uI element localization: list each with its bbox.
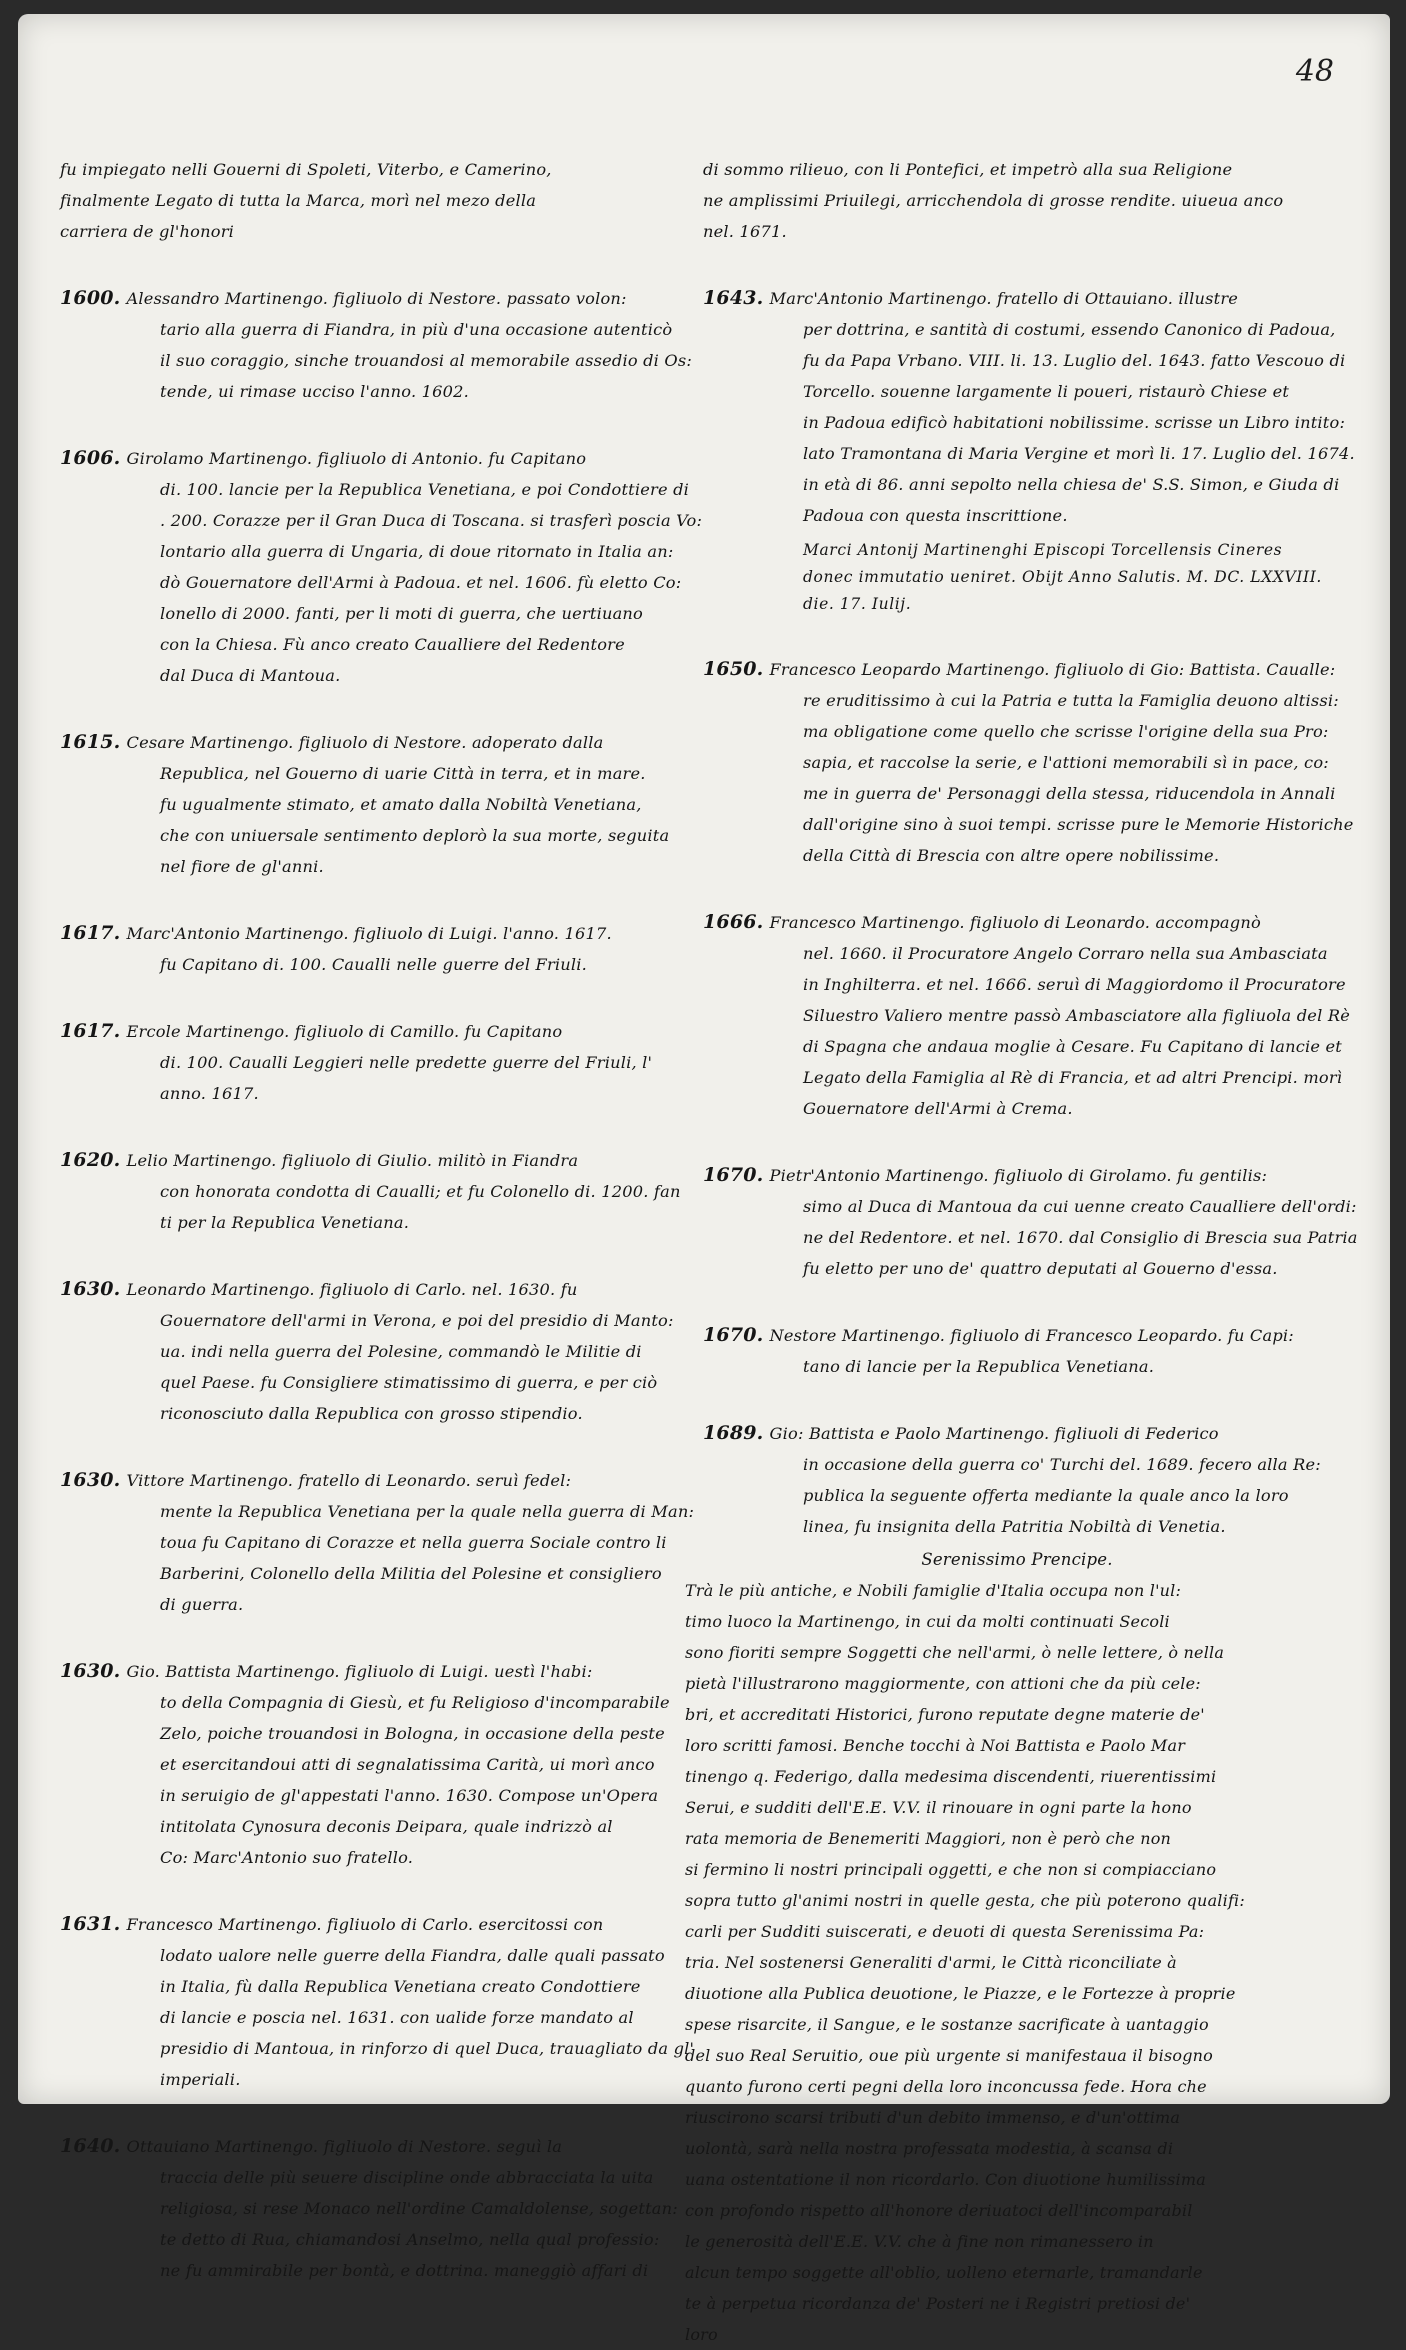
- text-line: [60, 1274, 700, 1305]
- entry-text: Gio: Battista e Paolo Martinengo. figliuoli di Federico: [769, 1424, 1219, 1443]
- text-line: fu eletto per uno de' quattro deputati al Gouerno d'essa.: [803, 1259, 1278, 1278]
- entry-text: Ottauiano Martinengo. figliuolo di Nestore. seguì la: [126, 2137, 563, 2156]
- text-line: Marci Antonij Martinenghi Episcopi Torcellensis Cineres: [803, 541, 1283, 559]
- text-line: Serui, e sudditi dell'E.E. V.V. il rinouare in ogni parte la hono: [685, 1798, 1192, 1817]
- text-line: di guerra.: [160, 1595, 244, 1614]
- entry-text: Pietr'Antonio Martinengo. figliuolo di Girolamo. fu gentilis:: [769, 1166, 1268, 1185]
- text-line: Siluestro Valiero mentre passò Ambasciatore alla figliuola del Rè: [803, 1006, 1350, 1025]
- chronicle-entry: [60, 1465, 700, 1620]
- text-line: Zelo, poiche trouandosi in Bologna, in occasione della peste: [160, 1724, 665, 1743]
- text-line: Torcello. souenne largamente li poueri, ristaurò Chiese et: [803, 382, 1290, 401]
- memorial-text: [685, 1575, 1331, 2350]
- chronicle-entry: [703, 1160, 1358, 1284]
- chronicle-entry: [60, 443, 703, 691]
- text-line: [703, 1320, 1331, 1351]
- text-line: Padoua con questa inscrittione.: [803, 506, 1068, 525]
- text-line: Trà le più antiche, e Nobili famiglie d'Italia occupa non l'ul:: [685, 1581, 1182, 1600]
- chronicle-entry: [60, 1145, 700, 1238]
- text-line: con profondo rispetto all'honore deriuatoci dell'incomparabil: [685, 2201, 1193, 2220]
- text-line: Gouernatore dell'Armi à Crema.: [803, 1099, 1073, 1118]
- salutation: [703, 1544, 1331, 1575]
- manuscript-page: [18, 14, 1390, 2344]
- text-line: per dottrina, e santità di costumi, essendo Canonico di Padoua,: [803, 320, 1336, 339]
- text-line: simo al Duca di Mantoua da cui uenne creato Caualliere dell'ordi:: [803, 1197, 1357, 1216]
- epitaph-inscription: [703, 537, 1331, 618]
- text-line: . 200. Corazze per il Gran Duca di Toscana. si trasferì poscia Vo:: [160, 511, 703, 530]
- text-line: nel fiore de gl'anni.: [160, 857, 324, 876]
- entry-year: 1606.: [60, 447, 121, 469]
- text-line: in Inghilterra. et nel. 1666. seruì di Maggiordomo il Procuratore: [803, 975, 1346, 994]
- entry-text: Gio. Battista Martinengo. figliuolo di Luigi. uestì l'habi:: [126, 1662, 593, 1681]
- text-line: diuotione alla Publica deuotione, le Piazze, e le Fortezze à proprie: [685, 1984, 1236, 2003]
- entry-year: 1615.: [60, 731, 121, 753]
- entry-text: Girolamo Martinengo. figliuolo di Antonio. fu Capitano: [126, 449, 587, 468]
- text-line: die. 17. Iulij.: [803, 595, 912, 613]
- text-line: nel. 1671.: [703, 222, 787, 241]
- text-line: Republica, nel Gouerno di uarie Città in terra, et in mare.: [160, 764, 646, 783]
- chronicle-entry: [60, 727, 700, 882]
- text-line: [60, 1145, 700, 1176]
- text-line: religiosa, si rese Monaco nell'ordine Camaldolense, sogettan:: [160, 2199, 678, 2218]
- text-line: tinengo q. Federigo, dalla medesima discendenti, riuerentissimi: [685, 1767, 1217, 1786]
- entry-text: Vittore Martinengo. fratello di Leonardo. seruì fedel:: [126, 1471, 572, 1490]
- chronicle-entry: [60, 1656, 700, 1873]
- entry-text: Leonardo Martinengo. figliuolo di Carlo. nel. 1630. fu: [126, 1280, 578, 1299]
- text-line: finalmente Legato di tutta la Marca, morì nel mezo della: [60, 191, 537, 210]
- text-line: mente la Republica Venetiana per la quale nella guerra di Man:: [160, 1502, 695, 1521]
- text-line: carli per Sudditi suiscerati, e deuoti di questa Serenissima Pa:: [685, 1922, 1205, 1941]
- text-line: donec immutatio ueniret. Obijt Anno Salutis. M. DC. LXXVIII.: [803, 568, 1322, 586]
- left-column: [60, 154, 703, 2322]
- chronicle-entry: [60, 283, 700, 407]
- entry-text: Francesco Martinengo. figliuolo di Leonardo. accompagnò: [769, 913, 1261, 932]
- text-line: pietà l'illustrarono maggiormente, con attioni che da più cele:: [685, 1674, 1201, 1693]
- text-line: con la Chiesa. Fù anco creato Caualliere del Redentore: [160, 635, 625, 654]
- entry-year: 1620.: [60, 1149, 121, 1171]
- text-line: imperiali.: [160, 2070, 241, 2089]
- text-line: di. 100. lancie per la Republica Venetiana, e poi Condottiere di: [160, 480, 690, 499]
- text-line: in età di 86. anni sepolto nella chiesa de' S.S. Simon, e Giuda di: [803, 475, 1340, 494]
- chronicle-entry: [703, 283, 1355, 531]
- text-line: il suo coraggio, sinche trouandosi al memorabile assedio di Os:: [160, 351, 693, 370]
- text-line: lato Tramontana di Maria Vergine et morì li. 17. Luglio del. 1674.: [803, 444, 1355, 463]
- text-line: [703, 654, 1336, 685]
- entry-text: Francesco Martinengo. figliuolo di Carlo. esercitossi con: [126, 1915, 604, 1934]
- text-line: le generosità dell'E.E. V.V. che à fine non rimanessero in: [685, 2232, 1154, 2251]
- text-line: traccia delle più seuere discipline onde abbracciata la uita: [160, 2168, 654, 2187]
- text-line: uolontà, sarà nella nostra professata modestia, à scansa di: [685, 2139, 1174, 2158]
- chronicle-entry: [703, 654, 1354, 871]
- text-line: Barberini, Colonello della Militia del Polesine et consigliero: [160, 1564, 662, 1583]
- text-line: di lancie e poscia nel. 1631. con ualide forze mandato al: [160, 2008, 634, 2027]
- entry-year: 1650.: [703, 658, 764, 680]
- chronicle-entry: [60, 1274, 700, 1429]
- right-column: [685, 154, 1358, 2350]
- folio-number: 48: [1295, 54, 1334, 89]
- text-line: fu Capitano di. 100. Caualli nelle guerre del Friuli.: [160, 955, 588, 974]
- text-line: con honorata condotta di Caualli; et fu Colonello di. 1200. fan: [160, 1182, 681, 1201]
- entry-year: 1670.: [703, 1164, 764, 1186]
- text-line: in Italia, fù dalla Republica Venetiana creato Condottiere: [160, 1977, 641, 1996]
- chronicle-entry: [60, 1016, 700, 1109]
- text-line: bri, et accreditati Historici, furono reputate degne materie de': [685, 1705, 1205, 1724]
- entry-year: 1617.: [60, 1020, 121, 1042]
- text-line: Legato della Famiglia al Rè di Francia, et ad altri Prencipi. morì: [803, 1068, 1343, 1087]
- text-line: dò Gouernatore dell'Armi à Padoua. et nel. 1606. fù eletto Co:: [160, 573, 682, 592]
- text-line: lontario alla guerra di Ungaria, di doue ritornato in Italia an:: [160, 542, 674, 561]
- text-line: carriera de gl'honori: [60, 222, 235, 241]
- text-line: [60, 727, 700, 758]
- entry-year: 1643.: [703, 287, 764, 309]
- text-line: fu impiegato nelli Gouerni di Spoleti, Viterbo, e Camerino,: [60, 160, 552, 179]
- text-line: del suo Real Seruitio, oue più urgente si manifestaua il bisogno: [685, 2046, 1214, 2065]
- chronicle-entry: [703, 1320, 1331, 1382]
- text-line: te à perpetua ricordanza de' Posteri ne i Registri pretiosi de': [685, 2294, 1191, 2313]
- text-line: Co: Marc'Antonio suo fratello.: [160, 1848, 414, 1867]
- entry-year: 1670.: [703, 1324, 764, 1346]
- text-line: ne fu ammirabile per bontà, e dottrina. maneggiò affari di: [160, 2261, 649, 2280]
- entry-year: 1630.: [60, 1469, 121, 1491]
- entry-text: Ercole Martinengo. figliuolo di Camillo. fu Capitano: [126, 1022, 563, 1041]
- text-line: linea, fu insignita della Patritia Nobiltà di Venetia.: [803, 1517, 1226, 1536]
- text-line: timo luoco la Martinengo, in cui da molti continuati Secoli: [685, 1612, 1170, 1631]
- entry-year: 1617.: [60, 922, 121, 944]
- entry-year: 1630.: [60, 1278, 121, 1300]
- text-line: [60, 1656, 700, 1687]
- text-line: anno. 1617.: [160, 1084, 259, 1103]
- text-line: sapia, et raccolse la serie, e l'attioni memorabili sì in pace, co:: [803, 753, 1329, 772]
- text-line: loro: [685, 2325, 718, 2344]
- text-line: tria. Nel sostenersi Generaliti d'armi, le Città riconciliate à: [685, 1953, 1177, 1972]
- text-line: loro scritti famosi. Benche tocchi à Noi Battista e Paolo Mar: [685, 1736, 1186, 1755]
- text-line: rata memoria de Benemeriti Maggiori, non è però che non: [685, 1829, 1172, 1848]
- chronicle-entry: [60, 918, 700, 980]
- entry-text: Cesare Martinengo. figliuolo di Nestore. adoperato dalla: [126, 733, 604, 752]
- text-line: tende, ui rimase ucciso l'anno. 1602.: [160, 382, 469, 401]
- entry-text: Marc'Antonio Martinengo. figliuolo di Luigi. l'anno. 1617.: [126, 924, 612, 943]
- salutation-text: Serenissimo Prencipe.: [921, 1550, 1113, 1569]
- text-line: ma obligatione come quello che scrisse l'origine della sua Pro:: [803, 722, 1329, 741]
- chronicle-entry: [703, 1418, 1331, 1542]
- text-line: spese risarcite, il Sangue, e le sostanze sacrificate à uantaggio: [685, 2015, 1209, 2034]
- entry-year: 1640.: [60, 2135, 121, 2157]
- text-line: publica la seguente offerta mediante la quale anco la loro: [803, 1486, 1289, 1505]
- text-line: [60, 1465, 700, 1496]
- text-line: te detto di Rua, chiamandosi Anselmo, nella qual professio:: [160, 2230, 660, 2249]
- text-line: dall'origine sino à suoi tempi. scrisse pure le Memorie Historiche: [803, 815, 1354, 834]
- text-line: lonello di 2000. fanti, per li moti di guerra, che uertiuano: [160, 604, 643, 623]
- text-line: [703, 907, 1331, 938]
- text-line: [60, 1909, 700, 1940]
- entry-year: 1666.: [703, 911, 764, 933]
- text-line: [60, 1016, 700, 1047]
- text-line: ne amplissimi Priuilegi, arricchendola di grosse rendite. uiueua anco: [703, 191, 1284, 210]
- text-line: di sommo rilieuo, con li Pontefici, et impetrò alla sua Religione: [703, 160, 1233, 179]
- continuation-text: [703, 154, 1331, 247]
- text-line: [703, 1160, 1331, 1191]
- text-line: [60, 918, 700, 949]
- entry-text: Alessandro Martinengo. figliuolo di Nestore. passato volon:: [126, 289, 627, 308]
- text-line: in seruigio de gl'appestati l'anno. 1630. Compose un'Opera: [160, 1786, 659, 1805]
- text-line: [60, 2131, 700, 2162]
- entry-text: Marc'Antonio Martinengo. fratello di Ottauiano. illustre: [769, 289, 1239, 308]
- text-line: ua. indi nella guerra del Polesine, commandò le Militie di: [160, 1342, 642, 1361]
- text-line: sopra tutto gl'animi nostri in quelle gesta, che più poterono qualifi:: [685, 1891, 1245, 1910]
- text-line: di Spagna che andaua moglie à Cesare. Fu Capitano di lancie et: [803, 1037, 1343, 1056]
- text-line: ti per la Republica Venetiana.: [160, 1213, 410, 1232]
- text-line: nel. 1660. il Procuratore Angelo Corraro nella sua Ambasciata: [803, 944, 1328, 963]
- entry-text: Lelio Martinengo. figliuolo di Giulio. militò in Fiandra: [126, 1151, 579, 1170]
- text-line: uana ostentatione il non ricordarlo. Con diuotione humilissima: [685, 2170, 1206, 2189]
- text-line: toua fu Capitano di Corazze et nella guerra Sociale contro li: [160, 1533, 667, 1552]
- text-line: to della Compagnia di Giesù, et fu Religioso d'incomparabile: [160, 1693, 670, 1712]
- text-line: della Città di Brescia con altre opere nobilissime.: [803, 846, 1220, 865]
- text-line: lodato ualore nelle guerre della Fiandra, dalle quali passato: [160, 1946, 665, 1965]
- text-line: presidio di Mantoua, in rinforzo di quel Duca, trauagliato da gl': [160, 2039, 695, 2058]
- chronicle-entry: [60, 2131, 700, 2286]
- text-line: dal Duca di Mantoua.: [160, 666, 341, 685]
- text-line: fu ugualmente stimato, et amato dalla Nobiltà Venetiana,: [160, 795, 642, 814]
- text-line: intitolata Cynosura deconis Deipara, quale indrizzò al: [160, 1817, 613, 1836]
- text-line: [60, 443, 700, 474]
- chronicle-entry: [60, 1909, 700, 2095]
- text-line: riuscirono scarsi tributi d'un debito immenso, e d'un'ottima: [685, 2108, 1181, 2127]
- text-line: tario alla guerra di Fiandra, in più d'una occasione autenticò: [160, 320, 673, 339]
- text-line: sono fioriti sempre Soggetti che nell'armi, ò nelle lettere, ò nella: [685, 1643, 1225, 1662]
- entry-year: 1631.: [60, 1913, 121, 1935]
- text-line: ne del Redentore. et nel. 1670. dal Consiglio di Brescia sua Patria: [803, 1228, 1358, 1247]
- text-line: si fermino li nostri principali oggetti, e che non si compiacciano: [685, 1860, 1217, 1879]
- entry-year: 1689.: [703, 1422, 764, 1444]
- entry-year: 1600.: [60, 287, 121, 309]
- text-line: alcun tempo soggette all'oblio, uolleno eternarle, tramandarle: [685, 2263, 1203, 2282]
- text-line: [703, 283, 1331, 314]
- text-line: in Padoua edificò habitationi nobilissime. scrisse un Libro intito:: [803, 413, 1346, 432]
- text-line: [60, 283, 700, 314]
- text-line: tano di lancie per la Republica Venetiana.: [803, 1357, 1155, 1376]
- text-line: di. 100. Caualli Leggieri nelle predette guerre del Friuli, l': [160, 1053, 653, 1072]
- text-line: in occasione della guerra co' Turchi del. 1689. fecero alla Re:: [803, 1455, 1321, 1474]
- text-line: che con uniuersale sentimento deplorò la sua morte, seguita: [160, 826, 670, 845]
- text-line: Gouernatore dell'armi in Verona, e poi del presidio di Manto:: [160, 1311, 674, 1330]
- entry-year: 1630.: [60, 1660, 121, 1682]
- entry-text: Nestore Martinengo. figliuolo di Francesco Leopardo. fu Capi:: [769, 1326, 1294, 1345]
- text-line: me in guerra de' Personaggi della stessa, riducendola in Annali: [803, 784, 1336, 803]
- text-line: quel Paese. fu Consigliere stimatissimo di guerra, e per ciò: [160, 1373, 658, 1392]
- text-line: quanto furono certi pegni della loro inconcussa fede. Hora che: [685, 2077, 1207, 2096]
- text-line: [703, 1418, 1331, 1449]
- continuation-text: [60, 154, 700, 247]
- text-line: re eruditissimo à cui la Patria e tutta la Famiglia deuono altissi:: [803, 691, 1339, 710]
- text-line: et esercitandoui atti di segnalatissima Carità, ui morì anco: [160, 1755, 655, 1774]
- text-line: riconosciuto dalla Republica con grosso stipendio.: [160, 1404, 583, 1423]
- chronicle-entry: [703, 907, 1350, 1124]
- text-line: fu da Papa Vrbano. VIII. li. 13. Luglio del. 1643. fatto Vescouo di: [803, 351, 1346, 370]
- entry-text: Francesco Leopardo Martinengo. figliuolo di Gio: Battista. Caualle:: [769, 660, 1336, 679]
